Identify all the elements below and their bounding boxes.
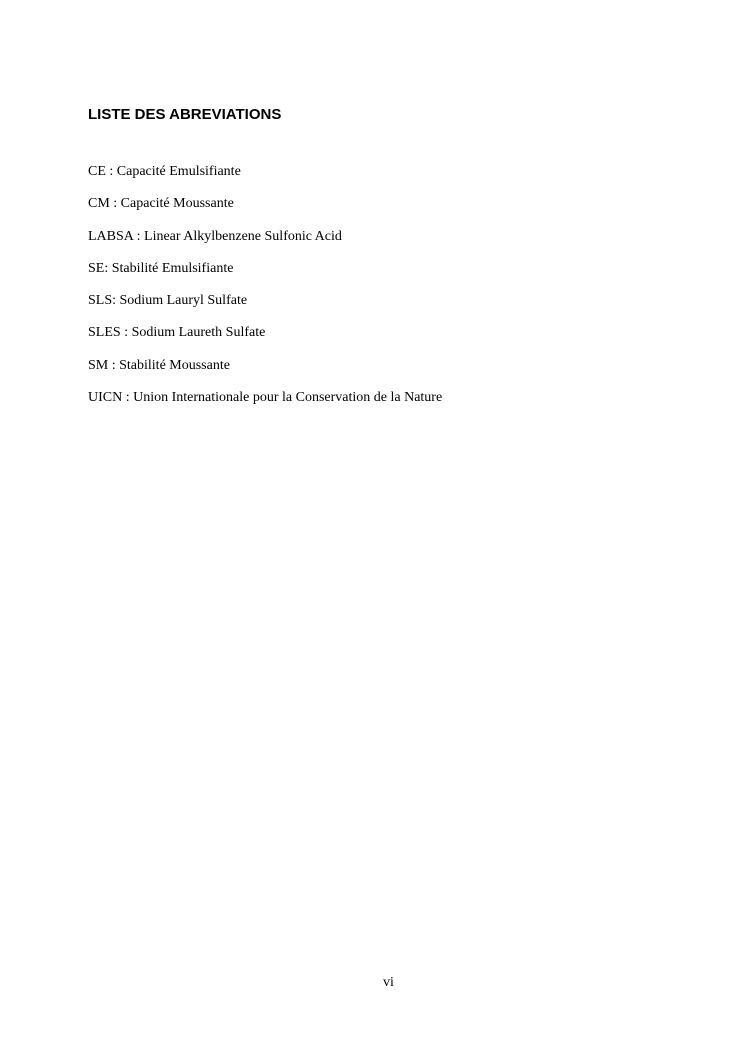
abbreviation-sles: SLES : Sodium Laureth Sulfate [88,325,266,341]
abbreviation-list [88,164,442,422]
abbreviation-se: SE: Stabilité Emulsifiante [88,260,234,276]
page-title: LISTE DES ABREVIATIONS [88,106,282,123]
abbreviation-sm: SM : Stabilité Moussante [88,357,230,373]
abbreviation-ce: CE : Capacité Emulsifiante [88,164,241,179]
abbreviation-labsa: LABSA : Linear Alkylbenzene Sulfonic Acid [88,228,342,244]
page-number: vi [383,975,394,990]
abbreviation-cm: CM : Capacité Moussante [88,196,234,212]
abbreviation-uicn: UICN : Union Internationale pour la Conservation de la Nature [88,390,443,406]
abbreviation-sls: SLS: Sodium Lauryl Sulfate [88,293,248,309]
